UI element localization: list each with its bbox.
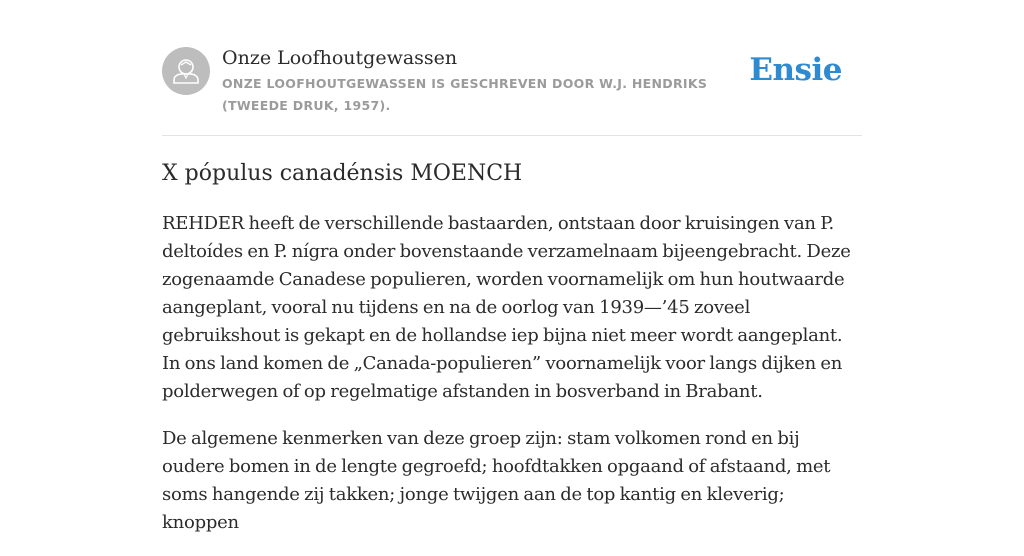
paragraph: De algemene kenmerken van deze groep zijn: stam volkomen rond en bij oudere bomen in de lengte gegroefd; hoofdtakken opgaand of afstaand, met soms hangende zij takken; jonge twijgen aan de top kantig en kleverig; knoppen bbox=[162, 428, 831, 533]
publication-title[interactable]: Onze Loofhoutgewassen bbox=[222, 47, 458, 69]
paragraph: REHDER heeft de verschillende bastaarden, ontstaan door kruisingen van P. deltoídes en P. nígra onder bovenstaande verzamelnaam bijeengebracht. Deze zogenaamde Canadese populieren, worden voornamelijk om hun houtwaarde aangeplant, vooral nu tijdens en na de oorlog van 1939—’45 zoveel gebruikshout is gekapt en de hollandse iep bijna niet meer wordt aangeplant. In ons land komen de „Canada-populieren” voornamelijk voor langs dijken en polderwegen of op regelmatige afstanden in bosverband in Brabant. bbox=[162, 213, 851, 402]
publication-description: ONZE LOOFHOUTGEWASSEN IS GESCHREVEN DOOR W.J. HENDRIKS (TWEEDE DRUK, 1957). bbox=[222, 76, 708, 113]
article bbox=[162, 158, 862, 556]
header-divider bbox=[162, 135, 862, 136]
entry-title: X pópulus canadénsis MOENCH bbox=[162, 161, 523, 186]
user-placeholder-icon bbox=[162, 47, 210, 95]
avatar[interactable] bbox=[162, 47, 210, 95]
brand-logo[interactable]: Ensie bbox=[749, 52, 842, 88]
publication-header bbox=[162, 46, 862, 118]
